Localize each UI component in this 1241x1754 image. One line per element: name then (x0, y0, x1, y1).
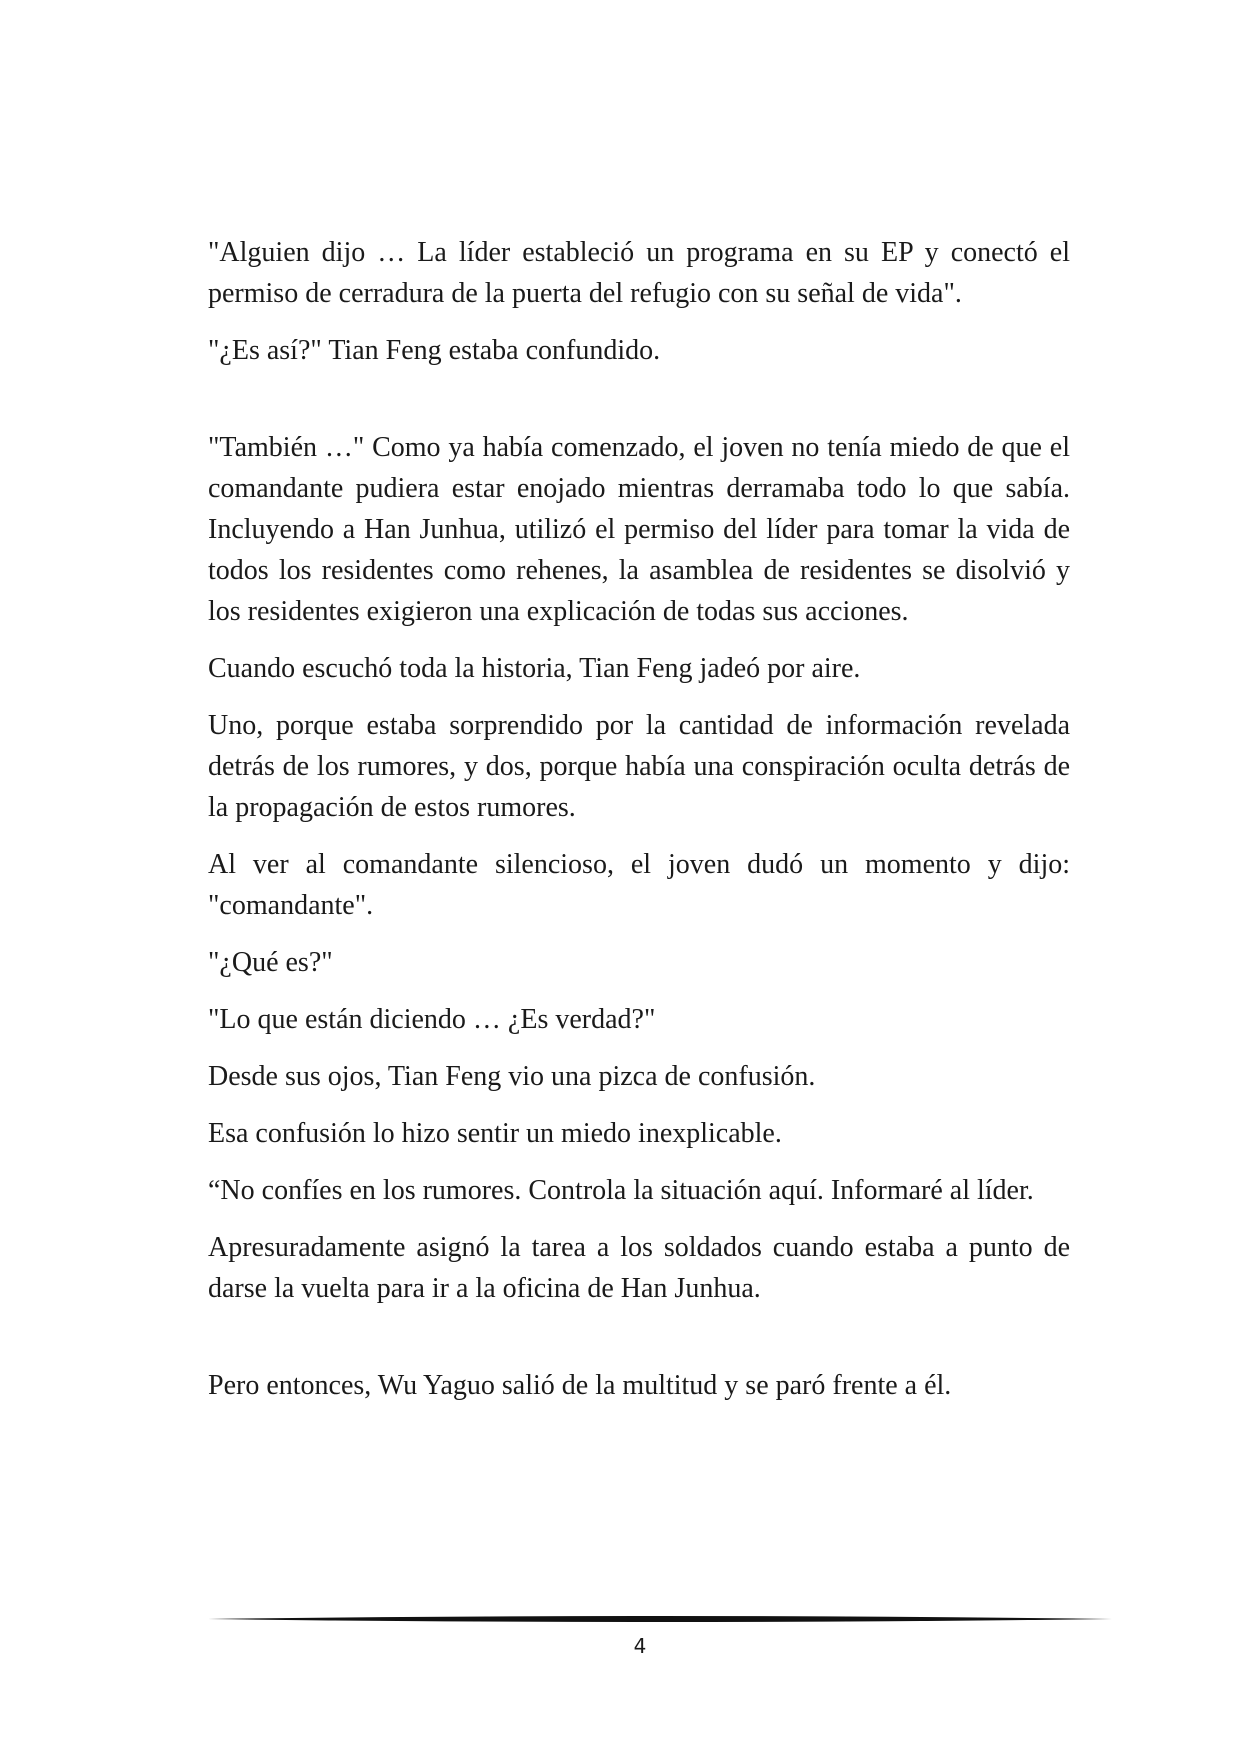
paragraph: Pero entonces, Wu Yaguo salió de la multitud y se paró frente a él. (208, 1370, 952, 1401)
footer-divider (208, 1612, 1112, 1626)
paragraph: Uno, porque estaba sorprendido por la cantidad de información revelada detrás de los rumores, y dos, porque había una conspiración oculta detrás de la propagación de estos rumores. (208, 710, 1070, 823)
paragraph: "Alguien dijo … La líder estableció un programa en su EP y conectó el permiso de cerradura de la puerta del refugio con su señal de vida". (208, 237, 1070, 309)
paragraph: "¿Es así?" Tian Feng estaba confundido. (208, 335, 661, 366)
paragraph: Al ver al comandante silencioso, el joven dudó un momento y dijo: "comandante". (208, 849, 1070, 921)
paragraph: Desde sus ojos, Tian Feng vio una pizca de confusión. (208, 1061, 816, 1092)
paragraph: Esa confusión lo hizo sentir un miedo inexplicable. (208, 1118, 782, 1149)
paragraph: Cuando escuchó toda la historia, Tian Feng jadeó por aire. (208, 653, 861, 684)
page-number: 4 (633, 1634, 647, 1658)
paragraph: “No confíes en los rumores. Controla la situación aquí. Informaré al líder. (208, 1175, 1034, 1206)
paragraph: Apresuradamente asignó la tarea a los soldados cuando estaba a punto de darse la vuelta para ir a la oficina de Han Junhua. (208, 1232, 1070, 1304)
paragraph: "¿Qué es?" (208, 947, 333, 978)
body-text (208, 232, 1070, 1422)
paragraph: "Lo que están diciendo … ¿Es verdad?" (208, 1004, 656, 1035)
paragraph: "También …" Como ya había comenzado, el joven no tenía miedo de que el comandante pudiera estar enojado mientras derramaba todo lo que sabía. Incluyendo a Han Junhua, utilizó el permiso del líder para tomar la vida de todos los residentes como rehenes, la asamblea de residentes se disolvió y los residentes exigieron una explicación de todas sus acciones. (208, 432, 1070, 627)
